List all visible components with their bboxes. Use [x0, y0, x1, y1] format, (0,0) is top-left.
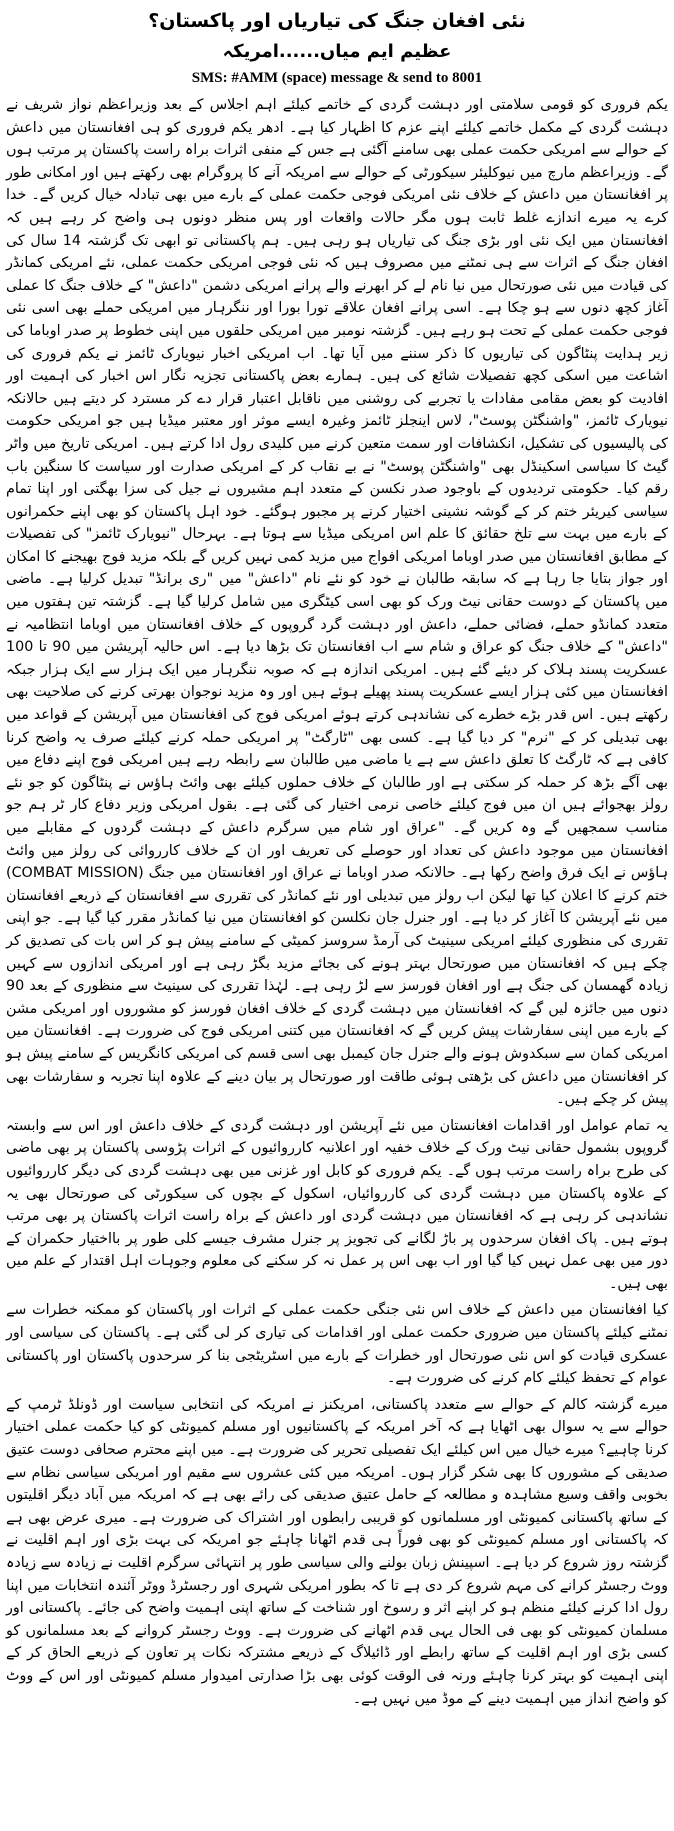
article-body	[6, 94, 668, 1710]
paragraph-4: میرے گزشتہ کالم کے حوالے سے متعدد پاکستانی، امریکنز نے امریکہ کی انتخابی سیاست اور ڈونلڈ ٹرمپ کے حوالے سے یہ سوال بھی اٹھایا ہے کہ آخر امریکہ کے پاکستانیوں اور مسلم کمیونٹی کو کیا حکمت عملی اختیار کرنا چاہیے؟ میرے خیال میں اس کیلئے ایک تفصیلی تحریر کی ضرورت ہے۔ میں اپنے محترم صحافی دوست عتیق صدیقی کے مشوروں کا بھی شکر گزار ہوں۔ امریکہ میں کئی عشروں سے مقیم اور امریکی سیاسی نظام سے بخوبی واقف وسیع مشاہدہ و مطالعہ کے حامل عتیق صدیقی کی رائے بھی ہے کہ امریکہ میں آباد دیگر اقلیتوں کے ساتھ پاکستانی کمیونٹی اور مسلمانوں کو قریبی رابطوں اور اشتراک کی ضرورت ہے۔ میری عرض بھی ہے کہ پاکستانی اور مسلم کمیونٹی کو بھی فوراً ہی قدم اٹھانا چاہئے جو امریکہ کی بہت بڑی اور اہم اقلیت نے گزشتہ روز شروع کر دیا ہے۔ اسپینش زبان بولنے والی سیاسی طور پر انتہائی سرگرم اقلیت نے زیادہ سے زیادہ ووٹ رجسٹر کرانے کی مہم شروع کر دی ہے تا کہ بطور امریکی شہری اور رجسٹرڈ ووٹر آئندہ انتخابات میں اپنا رول ادا کرنے کیلئے منظم ہو کر اپنے اثر و رسوخ اور شناخت کے ساتھ اپنی اہمیت واضح کی جائے۔ پاکستانی اور مسلمان کمیونٹی کو بھی فی الحال یہی قدم اٹھانے کی ضرورت ہے۔ ووٹ رجسٹر کروانے کے بعد مسلمانوں کو کسی بڑی اور اہم اقلیت کے ساتھ رابطے اور ڈائیلاگ کے ذریعے مشترکہ نکات پر تعاون کے ذریعے الحاق کر کے اپنی اہمیت کو بہتر کرنا چاہئے ورنہ فی الوقت کوئی بھی بڑا صدارتی امیدوار مسلم کمیونٹی اور اس کے ووٹ کو واضح انداز میں اہمیت دینے کے موڈ میں نہیں ہے۔	[6, 1396, 668, 1707]
paragraph-1: یکم فروری کو قومی سلامتی اور دہشت گردی کے خاتمے کیلئے اہم اجلاس کے بعد وزیراعظم نواز شریف نے دہشت گردی کے مکمل خاتمے کیلئے اپنے عزم کا اظہار کیا ہے۔ ادھر یکم فروری کو ہی افغانستان میں داعش کے حوالے سے امریکی حکمت عملی بھی سامنے آگئی ہے جس کے منفی اثرات براہ راست پاکستان پر مرتب ہوں گے۔ وزیراعظم مارچ میں نیوکلیئر سیکورٹی کے حوالے سے امریکہ آنے کا پروگرام بھی رکھتے ہیں اور امکانی طور پر افغانستان میں داعش کے خلاف نئی امریکی فوجی حکمت عملی کے بارے میں بھی تبادلہ خیال کریں گے۔ خدا کرے یہ میرے اندازے غلط ثابت ہوں مگر حالات واقعات اور پس منظر دونوں ہی واضح کر رہے ہیں کہ افغانستان میں ایک نئی اور بڑی جنگ کی تیاریاں ہو رہی ہیں۔ ہم پاکستانی تو ابھی تک گزشتہ 14 سال کی افغان جنگ کے اثرات سے ہی نمٹنے میں مصروف ہیں کہ نئی فوجی امریکی حکمت عملی، نئے امریکی کمانڈر کی قیادت میں نئی صورتحال میں نیا نام لے کر ابھرنے والے پرانے امریکی دشمن "داعش" کے خلاف جنگ کا عملی آغاز کچھ دنوں سے ہو چکا ہے۔ اسی پرانے افغان علاقے تورا بورا اور ننگرہار میں امریکی حملے بھی اسی نئی فوجی حکمت عملی کے تحت ہو رہے ہیں۔ گزشتہ نومبر میں امریکی حلقوں میں اپنی خطوط پر صدر اوباما کی زیر ہدایت پنٹاگون کی تیاریوں کا ذکر سننے میں آیا تھا۔ اب امریکی اخبار نیویارک ٹائمز نے یکم فروری کی اشاعت میں اسکی کچھ تفصیلات شائع کی ہیں۔ ہمارے بعض پاکستانی تجزیہ نگار اس اخبار کی اہمیت اور افادیت کو بعض مقامی مفادات یا تجربے کی روشنی میں ناقابل اعتبار قرار دے کر مسترد کر دیتے ہیں حالانکہ نیویارک ٹائمز، "واشنگٹن پوسٹ"، لاس اینجلز ٹائمز وغیرہ ایسے موثر اور معتبر میڈیا ہیں جو امریکی حکومت کی پالیسیوں کی تشکیل، انکشافات اور سمت متعین کرنے میں کلیدی رول ادا کرتے ہیں۔ امریکی تاریخ میں واٹر گیٹ کا سیاسی اسکینڈل بھی "واشنگٹن پوسٹ" نے بے نقاب کر کے امریکی صدارت اور سیاست کا سنگین باب رقم کیا۔ حکومتی تردیدوں کے باوجود صدر نکسن کے متعدد اہم مشیروں نے جیل کی سزا بھگتی اور اپنا تمام سیاسی کیریئر ختم کر کے گوشہ نشینی اختیار کرنے پر مجبور ہوگئے۔ خود اہل پاکستان کو بھی اپنے حکمرانوں کے بارے میں بہت سے تلخ حقائق کا علم اس امریکی میڈیا سے ہوتا ہے۔ بہرحال "نیویارک ٹائمز" کی تفصیلات کے مطابق افغانستان میں صدر اوباما امریکی افواج میں مزید کمی نہیں کریں گے بلکہ مزید فوج بھیجنے کا امکان اور جواز بتایا جا رہا ہے کہ سابقہ طالبان نے خود کو نئے نام "داعش" میں "ری برانڈ" تبدیل کرلیا ہے۔ ماضی میں پاکستان کے دوست حقانی نیٹ ورک کو بھی اسی کیٹگری میں شامل کرلیا گیا ہے۔ گزشتہ تین ہفتوں میں متعدد کمانڈو حملے، فضائی حملے، داعش اور دہشت گرد گروپوں کے خلاف افغانستان میں اوباما انتظامیہ نے "داعش" کے خلاف جنگ کو عراق و شام سے اب افغانستان تک بڑھا دیا ہے۔ اس حالیہ آپریشن میں 90 تا 100 عسکریت پسند ہلاک کر دیئے گئے ہیں۔ امریکی اندازہ ہے کہ صوبہ ننگرہار میں ایک ہزار سے ایک ہزار جبکہ افغانستان میں کئی ہزار ایسے عسکریت پسند پھیلے ہوئے ہیں اور وہ مزید نوجوان بھرتی کرنے کی صلاحیت بھی رکھتے ہیں۔ اس قدر بڑے خطرے کی نشاندہی کرتے ہوئے امریکی فوج کی افغانستان میں آپریشن کے قواعد میں بھی تبدیلی کر کے "نرم" کر دیا گیا ہے۔ کسی بھی "ٹارگٹ" پر امریکی حملہ کرنے کیلئے صرف یہ واضح کرنا کافی ہے کہ ٹارگٹ کا تعلق داعش سے ہے یا ماضی میں طالبان سے رابطہ رہے ہیں امریکی فوج اپنے دفاع میں بھی آگے بڑھ کر حملہ کر سکتی ہے اور طالبان کے خلاف حملوں کیلئے بھی وائٹ ہاؤس نے پنٹاگون کو جو نئے رولز بھجوائے ہیں ان میں فوج کیلئے خاصی نرمی اختیار کی گئی ہے۔ بقول امریکی وزیر دفاع کار ٹر ہم جو مناسب سمجھیں گے وہ کریں گے۔ "عراق اور شام میں سرگرم داعش کے دہشت گردوں کے مقابلے میں افغانستان میں موجود داعش کی تعداد اور حوصلے کی تعریف اور ان کے خلاف کارروائی کی رولز میں وائٹ ہاؤس نے ایک فرق واضح رکھا ہے۔ حالانکہ صدر اوباما نے عراق اور افغانستان میں جنگ (COMBAT MISSION) ختم کرنے کا اعلان کیا تھا لیکن اب رولز میں تبدیلی اور نئے کمانڈر کی تقرری سے افغانستان کے ذریعے افغانستان میں نئے آپریشن کا آغاز کر دیا ہے۔ اور جنرل جان نکلسن کو افغانستان میں نیا کمانڈر مقرر کیا گیا ہے۔ جو اپنی تقرری کی منظوری کیلئے امریکی سینیٹ کی آرمڈ سروسز کمیٹی کے سامنے پیش ہو کر اس بات کی تصدیق کر چکے ہیں کہ افغانستان میں صورتحال بہتر ہونے کی بجائے مزید بگڑ رہی ہے اور امریکی اندازوں سے کہیں زیادہ گھمسان کی جنگ ہے اور افغان فورسز سے لڑ رہی ہے۔ لہٰذا تقرری کی سینیٹ سے منظوری کے بعد 90 دنوں میں جائزہ لیں گے کہ افغانستان میں دہشت گردی کے خلاف افغان فورسز کو مشوروں اور امریکی مشن کے بارے میں اپنی سفارشات پیش کریں گے کہ افغانستان میں کتنی امریکی فوج کی ضرورت ہے۔ افغانستان میں امریکی کمان سے سبکدوش ہونے والے جنرل جان کیمبل بھی اسی قسم کی امریکی کانگریس کے سامنے پیش ہو کر افغانستان میں داعش کی بڑھتی ہوئی طاقت اور صورتحال پر بیان دینے کے علاوہ اپنا تجربہ و سفارشات بھی پیش کر چکے ہیں۔	[6, 97, 668, 1108]
article-byline: عظیم ایم میاں......امریکہ	[222, 41, 452, 62]
article-title: نئی افغان جنگ کی تیاریاں اور پاکستان؟	[148, 10, 526, 32]
newspaper-column	[0, 6, 674, 1831]
sms-line: SMS: #AMM (space) message & send to 8001	[191, 70, 483, 86]
paragraph-2: یہ تمام عوامل اور اقدامات افغانستان میں نئے آپریشن اور دہشت گردی کے خلاف داعش اور اس سے وابستہ گروپوں بشمول حقانی نیٹ ورک کے خلاف خفیہ اور اعلانیہ کارروائیوں کے اثرات پڑوسی پاکستان پر بھی ماضی کی طرح براہ راست مرتب ہوں گے۔ یکم فروری کو کابل اور غزنی میں بھی دہشت گردی کی دیگر کارروائیوں کے علاوہ پاکستان میں دہشت گردی کی کارروائیاں، اسکول کے بچوں کی سیکورٹی کی صورتحال بھی یہ نشاندہی کر رہی ہے کہ افغانستان میں دہشت گردی اور داعش کے براہ راست اثرات پاکستان پر بھی مرتب ہوتے ہیں۔ پاک افغان سرحدوں پر باڑ لگانے کی تجویز پر جنرل مشرف جیسے کلی طور پر بااختیار حکمران کے دور میں بھی عمل نہیں کیا گیا اور اب بھی اس پر عمل نہ کر سکنے کی معلوم وجوہات اہل اقتدار کے علم میں بھی ہیں۔	[6, 1117, 668, 1292]
paragraph-3: کیا افغانستان میں داعش کے خلاف اس نئی جنگی حکمت عملی کے اثرات اور پاکستان کو ممکنہ خطرات سے نمٹنے کیلئے پاکستان میں ضروری حکمت عملی اور اقدامات کی تیاری کر لی گئی ہے۔ پاکستان کی سیاسی اور عسکری قیادت کو اس نئی صورتحال اور خطرات کے بارے میں اسٹریٹجی بنا کر سرحدوں پاکستان اور پاکستانی عوام کے تحفظ کیلئے کام کرنے کی ضرورت ہے۔	[6, 1302, 668, 1387]
